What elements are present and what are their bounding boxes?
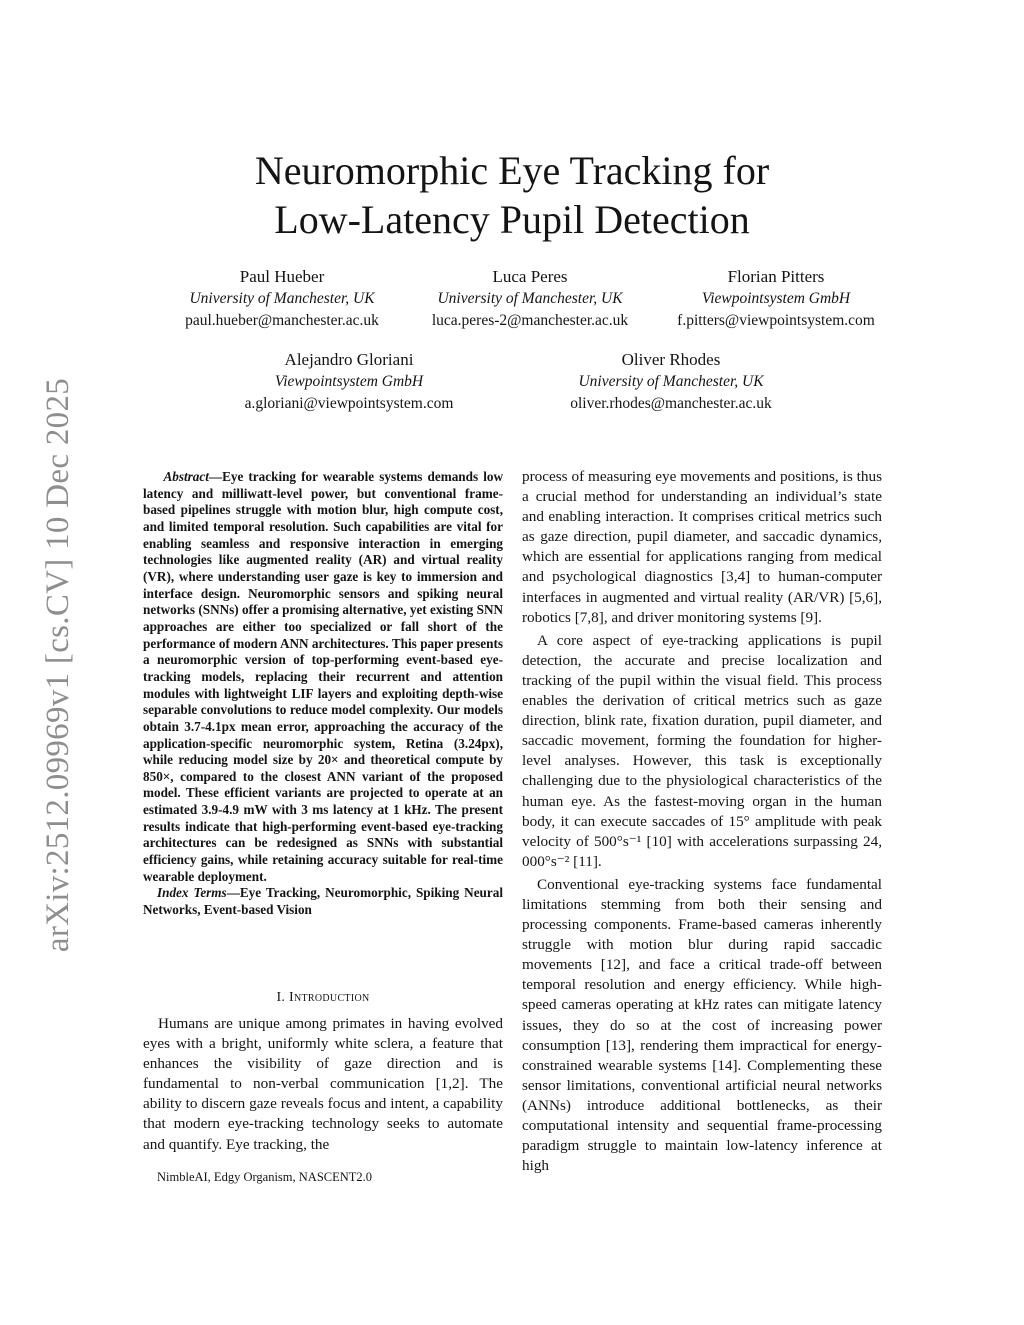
- author-affiliation: Viewpointsystem GmbH: [274, 373, 424, 390]
- abstract-label: Abstract: [163, 469, 209, 484]
- author-block: [636, 265, 916, 332]
- index-terms: [143, 885, 503, 918]
- author-block: [390, 265, 670, 332]
- author-block: [531, 348, 811, 415]
- author-email[interactable]: f.pitters@viewpointsystem.com: [677, 312, 875, 329]
- abstract-section: [143, 469, 503, 919]
- body-paragraph: process of measuring eye movements and positions, is thus a crucial method for understanding an individual’s state and enabling interaction. It comprises critical metrics such as gaze direction, pupil diameter, and saccadic dynamics, which are essential for applications ranging from medical and psychological diagnostics [3,4] to human-computer interfaces in augmented and virtual reality (AR/VR) [5,6], robotics [7,8], and driver monitoring systems [9].: [522, 468, 882, 626]
- section-heading-introduction: [143, 988, 503, 1008]
- author-name: Oliver Rhodes: [621, 350, 721, 369]
- author-block: [209, 348, 489, 415]
- author-block: [142, 265, 422, 332]
- author-name: Luca Peres: [492, 267, 568, 286]
- arxiv-identifier-stamp[interactable]: arXiv:2512.09969v1 [cs.CV] 10 Dec 2025: [40, 377, 76, 953]
- index-terms-text: —Eye Tracking, Neuromorphic, Spiking Neural Networks, Event-based Vision: [143, 885, 503, 918]
- title-line-1: Neuromorphic Eye Tracking for: [254, 148, 770, 193]
- abstract-text: —Eye tracking for wearable systems demands low latency and milliwatt-level power, but conventional frame-based pipelines struggle with motion blur, high compute cost, and limited temporal resolution. Such capabilities are vital for enabling seamless and responsive interaction in emerging technologies like augmented reality (AR) and virtual reality (VR), where understanding user gaze is key to immersion and interface design. Neuromorphic sensors and spiking neural networks (SNNs) offer a promising alternative, yet existing SNN approaches are either too specialized or fall short of the performance of modern ANN architectures. This paper presents a neuromorphic version of top-performing event-based eye-tracking models, replacing their recurrent and attention modules with lightweight LIF layers and exploiting depth-wise separable convolutions to reduce model complexity. Our models obtain 3.7-4.1px mean error, approaching the accuracy of the application-specific neuromorphic system, Retina (3.24px), while reducing model size by 20× and theoretical compute by 850×, compared to the closest ANN variant of the proposed model. These efficient variants are projected to operate at an estimated 3.9-4.9 mW with 3 ms latency at 1 kHz. The present results indicate that high-performing event-based eye-tracking architectures can be redesigned as SNNs with substantial efficiency gains, while retaining accuracy suitable for real-time wearable deployment.: [143, 469, 503, 884]
- author-email[interactable]: a.gloriani@viewpointsystem.com: [244, 395, 454, 412]
- section-numeral: I.: [276, 990, 290, 1005]
- author-affiliation: University of Manchester, UK: [437, 290, 623, 307]
- author-email[interactable]: luca.peres-2@manchester.ac.uk: [431, 312, 629, 329]
- section-title: Introduction: [289, 990, 370, 1005]
- body-paragraph: A core aspect of eye-tracking applications is pupil detection, the accurate and precise localization and tracking of the pupil within the visual field. This process enables the derivation of critical metrics such as gaze direction, blink rate, fixation duration, pupil diameter, and saccadic movement, forming the foundation for higher-level analyses. However, this task is exceptionally challenging due to the physiological characteristics of the human eye. As the fastest-moving organ in the human body, it can execute saccades of 15° amplitude with peak velocity of 500°s⁻¹ [10] with accelerations surpassing 24, 000°s⁻² [11].: [522, 631, 882, 870]
- author-affiliation: University of Manchester, UK: [578, 373, 764, 390]
- author-email[interactable]: paul.hueber@manchester.ac.uk: [185, 312, 379, 329]
- author-name: Paul Hueber: [239, 267, 325, 286]
- body-paragraph: Conventional eye-tracking systems face fundamental limitations stemming from both their sensing and processing components. Frame-based cameras inherently struggle with motion blur during rapid saccadic movements [12], and face a critical trade-off between temporal resolution and energy efficiency. While high-speed cameras operating at kHz rates can mitigate latency issues, they do so at the cost of increasing power consumption [13], rendering them impractical for energy-constrained wearable systems [14]. Complementing these sensor limitations, conventional artificial neural networks (ANNs) introduce additional bottlenecks, as their computational intensity and sequential frame-processing paradigm struggle to maintain low-latency inference at high: [522, 875, 882, 1175]
- author-affiliation: University of Manchester, UK: [189, 290, 375, 307]
- paper-title: [150, 146, 874, 244]
- funding-footnote: NimbleAI, Edgy Organism, NASCENT2.0: [157, 1170, 373, 1184]
- introduction-right-column: [522, 467, 882, 1179]
- introduction-left-column: [143, 1014, 503, 1158]
- author-email[interactable]: oliver.rhodes@manchester.ac.uk: [570, 395, 772, 412]
- author-name: Florian Pitters: [727, 267, 825, 286]
- author-affiliation: Viewpointsystem GmbH: [701, 290, 851, 307]
- body-paragraph: Humans are unique among primates in having evolved eyes with a bright, uniformly white sclera, a feature that enhances the visibility of gaze direction and is fundamental to non-verbal communication [1,2]. The ability to discern gaze reveals focus and intent, a capability that modern eye-tracking technology seeks to automate and quantify. Eye tracking, the: [143, 1015, 503, 1153]
- index-terms-label: Index Terms: [157, 885, 227, 901]
- abstract-paragraph: [143, 469, 503, 885]
- author-name: Alejandro Gloriani: [284, 350, 414, 369]
- title-line-2: Low-Latency Pupil Detection: [274, 197, 750, 242]
